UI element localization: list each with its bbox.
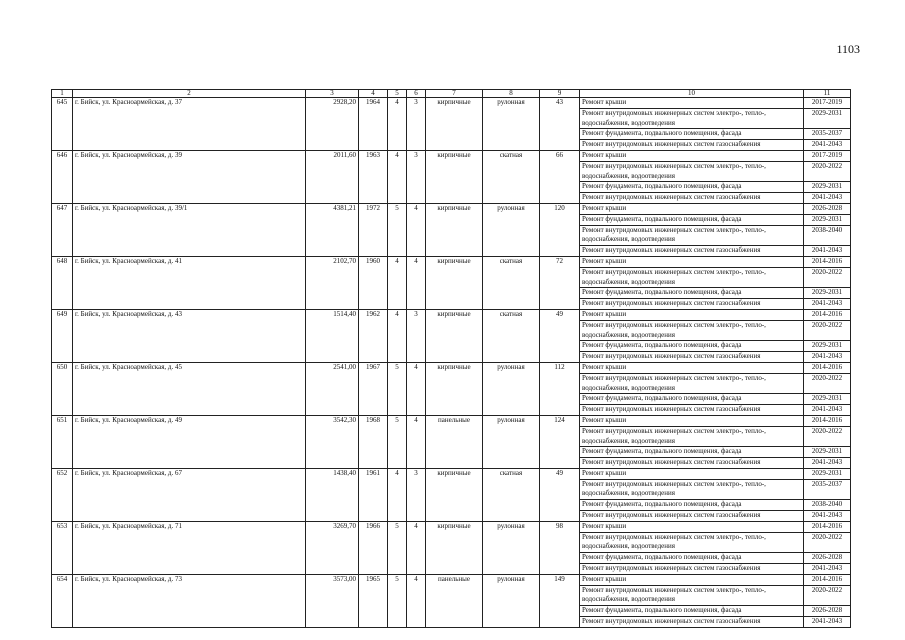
column-header: 1 [52, 90, 73, 98]
year-cell: 1960 [359, 256, 388, 309]
work-name-cell: Ремонт внутридомовых инженерных систем газоснабжения [580, 617, 804, 628]
table-row [52, 521, 851, 532]
work-name-cell: Ремонт внутридомовых инженерных систем газоснабжения [580, 564, 804, 575]
roof-type-cell: рулонная [483, 521, 540, 574]
record-number: 646 [52, 150, 73, 203]
work-name-cell: Ремонт крыши [580, 98, 804, 109]
work-period-cell: 2014-2016 [804, 256, 851, 267]
apartments-cell: 124 [540, 415, 580, 468]
area-cell: 3269,70 [306, 521, 359, 574]
work-name-cell: Ремонт фундамента, подвального помещения, фасада [580, 553, 804, 564]
work-period-cell: 2029-2031 [804, 182, 851, 193]
record-number: 654 [52, 574, 73, 627]
work-period-cell: 2020-2022 [804, 585, 851, 606]
entrances-cell: 4 [407, 362, 426, 415]
wall-material-cell: кирпичные [426, 468, 483, 521]
address-cell: г. Бийск, ул. Красноармейская, д. 67 [73, 468, 306, 521]
year-cell: 1972 [359, 203, 388, 256]
record-number: 650 [52, 362, 73, 415]
work-period-cell: 2026-2028 [804, 606, 851, 617]
column-header: 3 [306, 90, 359, 98]
work-name-cell: Ремонт крыши [580, 203, 804, 214]
work-period-cell: 2041-2043 [804, 193, 851, 204]
work-period-cell: 2014-2016 [804, 415, 851, 426]
address-cell: г. Бийск, ул. Красноармейская, д. 71 [73, 521, 306, 574]
floors-cell: 5 [388, 203, 407, 256]
work-period-cell: 2020-2022 [804, 426, 851, 447]
work-name-cell: Ремонт внутридомовых инженерных систем электро-, тепло-, водоснабжения, водоотведения [580, 320, 804, 341]
work-period-cell: 2041-2043 [804, 564, 851, 575]
work-period-cell: 2035-2037 [804, 129, 851, 140]
page-number: 1103 [836, 42, 860, 56]
column-header: 4 [359, 90, 388, 98]
table-row [52, 309, 851, 320]
work-period-cell: 2029-2031 [804, 108, 851, 129]
column-header: 2 [73, 90, 306, 98]
wall-material-cell: кирпичные [426, 98, 483, 151]
work-name-cell: Ремонт крыши [580, 256, 804, 267]
column-header: 10 [580, 90, 804, 98]
year-cell: 1961 [359, 468, 388, 521]
work-name-cell: Ремонт фундамента, подвального помещения, фасада [580, 606, 804, 617]
work-period-cell: 2029-2031 [804, 394, 851, 405]
wall-material-cell: кирпичные [426, 203, 483, 256]
work-name-cell: Ремонт внутридомовых инженерных систем газоснабжения [580, 405, 804, 416]
work-name-cell: Ремонт внутридомовых инженерных систем электро-, тепло-, водоснабжения, водоотведения [580, 108, 804, 129]
wall-material-cell: панельные [426, 574, 483, 627]
work-name-cell: Ремонт внутридомовых инженерных систем электро-, тепло-, водоснабжения, водоотведения [580, 225, 804, 246]
work-period-cell: 2041-2043 [804, 246, 851, 257]
entrances-cell: 4 [407, 574, 426, 627]
table-row [52, 415, 851, 426]
column-header: 7 [426, 90, 483, 98]
work-period-cell: 2035-2037 [804, 479, 851, 500]
work-period-cell: 2014-2016 [804, 574, 851, 585]
apartments-cell: 98 [540, 521, 580, 574]
address-cell: г. Бийск, ул. Красноармейская, д. 37 [73, 98, 306, 151]
floors-cell: 4 [388, 468, 407, 521]
work-name-cell: Ремонт крыши [580, 574, 804, 585]
year-cell: 1962 [359, 309, 388, 362]
table-row [52, 98, 851, 109]
year-cell: 1964 [359, 98, 388, 151]
work-name-cell: Ремонт внутридомовых инженерных систем электро-, тепло-, водоснабжения, водоотведения [580, 267, 804, 288]
work-period-cell: 2041-2043 [804, 511, 851, 522]
work-period-cell: 2020-2022 [804, 532, 851, 553]
work-period-cell: 2014-2016 [804, 362, 851, 373]
work-period-cell: 2029-2031 [804, 468, 851, 479]
entrances-cell: 3 [407, 468, 426, 521]
table-row [52, 150, 851, 161]
wall-material-cell: кирпичные [426, 256, 483, 309]
work-name-cell: Ремонт фундамента, подвального помещения, фасада [580, 500, 804, 511]
record-number: 653 [52, 521, 73, 574]
record-number: 649 [52, 309, 73, 362]
work-name-cell: Ремонт внутридомовых инженерных систем электро-, тепло-, водоснабжения, водоотведения [580, 161, 804, 182]
address-cell: г. Бийск, ул. Красноармейская, д. 39 [73, 150, 306, 203]
area-cell: 3542,30 [306, 415, 359, 468]
work-name-cell: Ремонт фундамента, подвального помещения, фасада [580, 394, 804, 405]
table-row [52, 574, 851, 585]
work-name-cell: Ремонт фундамента, подвального помещения, фасада [580, 288, 804, 299]
column-header: 8 [483, 90, 540, 98]
work-name-cell: Ремонт крыши [580, 362, 804, 373]
area-cell: 1438,40 [306, 468, 359, 521]
floors-cell: 5 [388, 521, 407, 574]
work-period-cell: 2017-2019 [804, 98, 851, 109]
work-name-cell: Ремонт внутридомовых инженерных систем газоснабжения [580, 458, 804, 469]
floors-cell: 4 [388, 150, 407, 203]
work-name-cell: Ремонт внутридомовых инженерных систем газоснабжения [580, 140, 804, 151]
work-name-cell: Ремонт внутридомовых инженерных систем газоснабжения [580, 299, 804, 310]
floors-cell: 5 [388, 362, 407, 415]
apartments-cell: 72 [540, 256, 580, 309]
work-period-cell: 2038-2040 [804, 500, 851, 511]
work-period-cell: 2041-2043 [804, 352, 851, 363]
work-period-cell: 2029-2031 [804, 447, 851, 458]
roof-type-cell: рулонная [483, 415, 540, 468]
table-body [52, 98, 851, 628]
year-cell: 1968 [359, 415, 388, 468]
area-cell: 2011,60 [306, 150, 359, 203]
record-number: 652 [52, 468, 73, 521]
work-name-cell: Ремонт внутридомовых инженерных систем газоснабжения [580, 193, 804, 204]
roof-type-cell: скатная [483, 309, 540, 362]
entrances-cell: 3 [407, 150, 426, 203]
work-period-cell: 2017-2019 [804, 150, 851, 161]
floors-cell: 4 [388, 309, 407, 362]
entrances-cell: 4 [407, 203, 426, 256]
column-header: 11 [804, 90, 851, 98]
work-name-cell: Ремонт фундамента, подвального помещения, фасада [580, 341, 804, 352]
area-cell: 3573,00 [306, 574, 359, 627]
wall-material-cell: кирпичные [426, 309, 483, 362]
roof-type-cell: рулонная [483, 362, 540, 415]
apartments-cell: 49 [540, 309, 580, 362]
entrances-cell: 3 [407, 98, 426, 151]
work-name-cell: Ремонт внутридомовых инженерных систем газоснабжения [580, 246, 804, 257]
work-period-cell: 2038-2040 [804, 225, 851, 246]
column-number-row [52, 90, 851, 98]
work-name-cell: Ремонт внутридомовых инженерных систем электро-, тепло-, водоснабжения, водоотведения [580, 479, 804, 500]
wall-material-cell: кирпичные [426, 362, 483, 415]
area-cell: 2102,70 [306, 256, 359, 309]
work-name-cell: Ремонт внутридомовых инженерных систем электро-, тепло-, водоснабжения, водоотведения [580, 585, 804, 606]
work-name-cell: Ремонт внутридомовых инженерных систем электро-, тепло-, водоснабжения, водоотведения [580, 532, 804, 553]
apartments-cell: 120 [540, 203, 580, 256]
work-name-cell: Ремонт внутридомовых инженерных систем газоснабжения [580, 352, 804, 363]
apartments-cell: 112 [540, 362, 580, 415]
entrances-cell: 3 [407, 309, 426, 362]
column-header: 6 [407, 90, 426, 98]
table-row [52, 362, 851, 373]
area-cell: 4381,21 [306, 203, 359, 256]
work-period-cell: 2029-2031 [804, 214, 851, 225]
work-name-cell: Ремонт внутридомовых инженерных систем газоснабжения [580, 511, 804, 522]
record-number: 647 [52, 203, 73, 256]
apartments-cell: 149 [540, 574, 580, 627]
work-period-cell: 2041-2043 [804, 405, 851, 416]
roof-type-cell: скатная [483, 150, 540, 203]
floors-cell: 4 [388, 98, 407, 151]
entrances-cell: 4 [407, 256, 426, 309]
roof-type-cell: рулонная [483, 203, 540, 256]
address-cell: г. Бийск, ул. Красноармейская, д. 73 [73, 574, 306, 627]
repair-schedule-table [51, 89, 851, 628]
work-name-cell: Ремонт фундамента, подвального помещения, фасада [580, 129, 804, 140]
year-cell: 1963 [359, 150, 388, 203]
year-cell: 1965 [359, 574, 388, 627]
entrances-cell: 4 [407, 415, 426, 468]
year-cell: 1967 [359, 362, 388, 415]
address-cell: г. Бийск, ул. Красноармейская, д. 43 [73, 309, 306, 362]
work-period-cell: 2014-2016 [804, 309, 851, 320]
area-cell: 2928,20 [306, 98, 359, 151]
work-period-cell: 2041-2043 [804, 617, 851, 628]
roof-type-cell: рулонная [483, 574, 540, 627]
roof-type-cell: рулонная [483, 98, 540, 151]
work-period-cell: 2029-2031 [804, 288, 851, 299]
apartments-cell: 43 [540, 98, 580, 151]
work-period-cell: 2020-2022 [804, 373, 851, 394]
wall-material-cell: кирпичные [426, 150, 483, 203]
address-cell: г. Бийск, ул. Красноармейская, д. 49 [73, 415, 306, 468]
address-cell: г. Бийск, ул. Красноармейская, д. 41 [73, 256, 306, 309]
work-name-cell: Ремонт крыши [580, 309, 804, 320]
wall-material-cell: панельные [426, 415, 483, 468]
work-name-cell: Ремонт крыши [580, 415, 804, 426]
work-name-cell: Ремонт фундамента, подвального помещения, фасада [580, 182, 804, 193]
work-name-cell: Ремонт крыши [580, 150, 804, 161]
work-period-cell: 2026-2028 [804, 553, 851, 564]
work-name-cell: Ремонт фундамента, подвального помещения, фасада [580, 214, 804, 225]
roof-type-cell: скатная [483, 256, 540, 309]
record-number: 651 [52, 415, 73, 468]
floors-cell: 4 [388, 256, 407, 309]
work-period-cell: 2026-2028 [804, 203, 851, 214]
year-cell: 1966 [359, 521, 388, 574]
table-row [52, 256, 851, 267]
area-cell: 1514,40 [306, 309, 359, 362]
work-name-cell: Ремонт фундамента, подвального помещения, фасада [580, 447, 804, 458]
record-number: 645 [52, 98, 73, 151]
work-period-cell: 2020-2022 [804, 320, 851, 341]
table-row [52, 468, 851, 479]
floors-cell: 5 [388, 574, 407, 627]
work-name-cell: Ремонт крыши [580, 521, 804, 532]
area-cell: 2541,00 [306, 362, 359, 415]
work-period-cell: 2029-2031 [804, 341, 851, 352]
roof-type-cell: скатная [483, 468, 540, 521]
table-row [52, 203, 851, 214]
work-period-cell: 2020-2022 [804, 161, 851, 182]
work-period-cell: 2041-2043 [804, 140, 851, 151]
entrances-cell: 4 [407, 521, 426, 574]
apartments-cell: 66 [540, 150, 580, 203]
work-period-cell: 2020-2022 [804, 267, 851, 288]
work-period-cell: 2041-2043 [804, 458, 851, 469]
column-header: 9 [540, 90, 580, 98]
floors-cell: 5 [388, 415, 407, 468]
work-name-cell: Ремонт внутридомовых инженерных систем электро-, тепло-, водоснабжения, водоотведения [580, 426, 804, 447]
work-period-cell: 2014-2016 [804, 521, 851, 532]
record-number: 648 [52, 256, 73, 309]
address-cell: г. Бийск, ул. Красноармейская, д. 45 [73, 362, 306, 415]
column-header: 5 [388, 90, 407, 98]
wall-material-cell: кирпичные [426, 521, 483, 574]
apartments-cell: 49 [540, 468, 580, 521]
work-period-cell: 2041-2043 [804, 299, 851, 310]
work-name-cell: Ремонт крыши [580, 468, 804, 479]
work-name-cell: Ремонт внутридомовых инженерных систем электро-, тепло-, водоснабжения, водоотведения [580, 373, 804, 394]
address-cell: г. Бийск, ул. Красноармейская, д. 39/1 [73, 203, 306, 256]
